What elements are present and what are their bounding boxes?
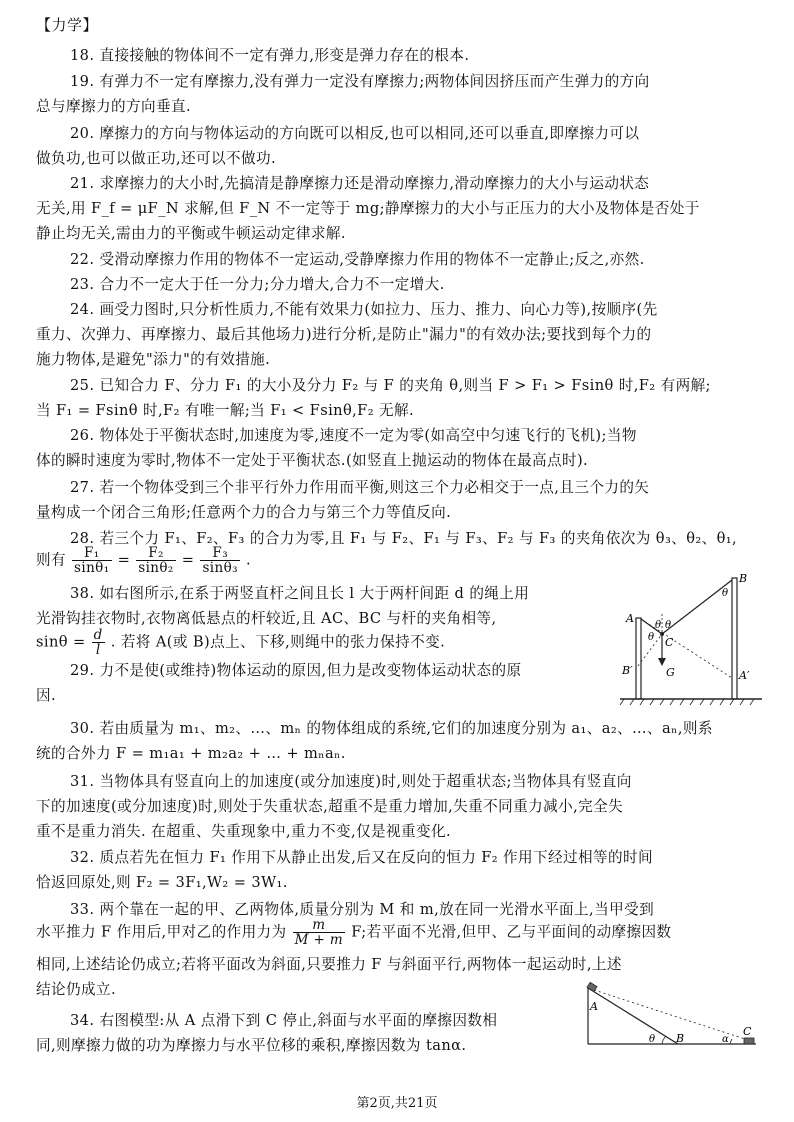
- equals-sign: =: [117, 551, 131, 569]
- item-29-line1: 29. 力不是使(或维持)物体运动的原因,但力是改变物体运动状态的原: [70, 662, 522, 679]
- item-24-line2: 重力、次弹力、再摩擦力、最后其他场力)进行分析,是防止"漏力"的有效办法;要找到每个力的: [36, 326, 652, 343]
- item-18: 18. 直接接触的物体间不一定有弹力,形变是弹力存在的根本.: [70, 47, 470, 64]
- label-B: B: [676, 1032, 685, 1045]
- label-A: A: [590, 1000, 598, 1013]
- fraction-numerator: m: [293, 918, 346, 933]
- label-theta: θ: [655, 620, 662, 631]
- fraction-numerator: F₁: [72, 546, 111, 561]
- item-30-line1: 30. 若由质量为 m₁、m₂、…、mₙ 的物体组成的系统,它们的加速度分别为 a₁、a₂、…、aₙ,则系: [70, 720, 713, 737]
- item-25-line1: 25. 已知合力 F、分力 F₁ 的大小及分力 F₂ 与 F 的夹角 θ,则当 F > F₁ > Fsinθ 时,F₂ 有两解;: [70, 377, 711, 394]
- item-27-line2: 量构成一个闭合三角形;任意两个力的合力与第三个力等值反向.: [36, 504, 452, 521]
- item-21-line2: 无关,用 F_f = μF_N 求解,但 F_N 不一定等于 mg;静摩擦力的大小与正压力的大小及物体是否处于: [36, 200, 700, 217]
- label-A-prime: A′: [739, 669, 750, 682]
- equals-sign: =: [181, 551, 195, 569]
- item-32-line2: 恰返回原处,则 F₂ = 3F₁,W₂ = 3W₁.: [36, 874, 288, 891]
- item-27-line1: 27. 若一个物体受到三个非平行外力作用而平衡,则这三个力必相交于一点,且三个力的矢: [70, 479, 650, 496]
- fraction-denominator: sinθ₃: [202, 560, 238, 576]
- item-20-line1: 20. 摩擦力的方向与物体运动的方向既可以相反,也可以相同,还可以垂直,即摩擦力可以: [70, 125, 640, 142]
- item-33-line4: 结论仍成立.: [36, 981, 117, 998]
- fraction-m-over-M-plus-m: [293, 918, 346, 947]
- item-28-line1: 28. 若三个力 F₁、F₂、F₃ 的合力为零,且 F₁ 与 F₂、F₁ 与 F₃、F₂ 与 F₃ 的夹角依次为 θ₃、θ₂、θ₁,: [70, 530, 738, 547]
- item-24-line1: 24. 画受力图时,只分析性质力,不能有效果力(如拉力、压力、推力、向心力等),按顺序(先: [70, 301, 658, 318]
- item-34-line2: 同,则摩擦力做的功为摩擦力与水平位移的乘积,摩擦因数为 tanα.: [36, 1037, 467, 1054]
- fraction-denominator: l: [95, 642, 101, 658]
- formula-period: .: [246, 551, 252, 569]
- item-38-line2: 光滑钩挂衣物时,衣物离低悬点的杆较近,且 AC、BC 与杆的夹角相等,: [36, 610, 497, 627]
- item-20-line2: 做负功,也可以做正功,还可以不做功.: [36, 150, 277, 167]
- item-38-line1: 38. 如右图所示,在系于两竖直杆之间且长 l 大于两杆间距 d 的绳上用: [70, 585, 530, 602]
- item-38-line3: [36, 628, 445, 657]
- label-C: C: [743, 1025, 752, 1038]
- label-B: B: [739, 574, 748, 585]
- text-fragment: F;若平面不光滑,但甲、乙与平面间的动摩擦因数: [351, 923, 672, 941]
- figure-incline: [580, 982, 764, 1050]
- text-fragment: 水平推力 F 作用后,甲对乙的作用力为: [36, 923, 287, 941]
- item-28-formula: [36, 546, 251, 575]
- fraction-numerator: d: [93, 627, 103, 643]
- item-31-line1: 31. 当物体具有竖直向上的加速度(或分加速度)时,则处于超重状态;当物体具有竖直向: [70, 773, 632, 790]
- formula-suffix: . 若将 A(或 B)点上、下移,则绳中的张力保持不变.: [110, 633, 446, 651]
- item-19-line2: 总与摩擦力的方向垂直.: [36, 98, 191, 115]
- fraction-numerator: F₂: [136, 546, 175, 561]
- item-24-line3: 施力物体,是避免"添力"的有效措施.: [36, 351, 271, 368]
- item-26-line2: 体的瞬时速度为零时,物体不一定处于平衡状态.(如竖直上抛运动的物体在最高点时).: [36, 452, 589, 469]
- label-theta: θ: [722, 588, 729, 599]
- page-footer: 第2页,共21页: [356, 1096, 438, 1111]
- label-G: G: [666, 666, 675, 679]
- formula-prefix: sinθ =: [36, 633, 86, 651]
- fraction-f1: [72, 546, 111, 575]
- item-25-line2: 当 F₁ = Fsinθ 时,F₂ 有唯一解;当 F₁ < Fsinθ,F₂ 无解.: [36, 402, 415, 419]
- item-31-line2: 下的加速度(或分加速度)时,则处于失重状态,超重不是重力增加,失重不同重力减小,完全失: [36, 798, 624, 815]
- item-26-line1: 26. 物体处于平衡状态时,加速度为零,速度不一定为零(如高空中匀速飞行的飞机);当物: [70, 427, 637, 444]
- fraction-denominator: M + m: [294, 932, 344, 948]
- fraction-denominator: sinθ₁: [74, 560, 110, 576]
- label-A: A: [626, 612, 634, 625]
- label-alpha: α: [722, 1034, 729, 1045]
- item-21-line3: 静止均无关,需由力的平衡或牛顿运动定律求解.: [36, 225, 346, 242]
- fraction-f2: [136, 546, 175, 575]
- label-theta: θ: [648, 632, 655, 643]
- section-title: 【力学】: [36, 16, 99, 34]
- item-22: 22. 受滑动摩擦力作用的物体不一定运动,受静摩擦力作用的物体不一定静止;反之,亦然.: [70, 251, 645, 268]
- item-31-line3: 重不是重力消失. 在超重、失重现象中,重力不变,仅是视重变化.: [36, 823, 452, 840]
- item-34-line1: 34. 右图模型:从 A 点滑下到 C 停止,斜面与水平面的摩擦因数相: [70, 1012, 498, 1029]
- label-C: C: [665, 636, 674, 649]
- item-23: 23. 合力不一定大于任一分力;分力增大,合力不一定增大.: [70, 276, 445, 293]
- item-33-line1: 33. 两个靠在一起的甲、乙两物体,质量分别为 M 和 m,放在同一光滑水平面上,当甲受到: [70, 901, 655, 918]
- item-29-line2: 因.: [36, 687, 57, 704]
- label-theta: θ: [665, 620, 672, 631]
- formula-prefix: 则有: [36, 551, 66, 569]
- item-19-line1: 19. 有弹力不一定有摩擦力,没有弹力一定没有摩擦力;两物体间因挤压而产生弹力的方向: [70, 73, 650, 90]
- item-32-line1: 32. 质点若先在恒力 F₁ 作用下从静止出发,后又在反向的恒力 F₂ 作用下经过相等的时间: [70, 849, 653, 866]
- label-B-prime: B′: [622, 664, 633, 677]
- fraction-d-over-l: [92, 628, 105, 657]
- item-33-line2: [36, 918, 671, 947]
- fraction-f3: [200, 546, 239, 575]
- fraction-denominator: sinθ₂: [138, 560, 174, 576]
- item-30-line2: 统的合外力 F = m₁a₁ + m₂a₂ + … + mₙaₙ.: [36, 745, 346, 762]
- fraction-numerator: F₃: [200, 546, 239, 561]
- item-21-line1: 21. 求摩擦力的大小时,先搞清是静摩擦力还是滑动摩擦力,滑动摩擦力的大小与运动状态: [70, 175, 650, 192]
- label-theta: θ: [649, 1034, 656, 1045]
- figure-rope-poles: [618, 574, 768, 709]
- item-33-line3: 相同,上述结论仍成立;若将平面改为斜面,只要推力 F 与斜面平行,两物体一起运动时,上述: [36, 956, 622, 973]
